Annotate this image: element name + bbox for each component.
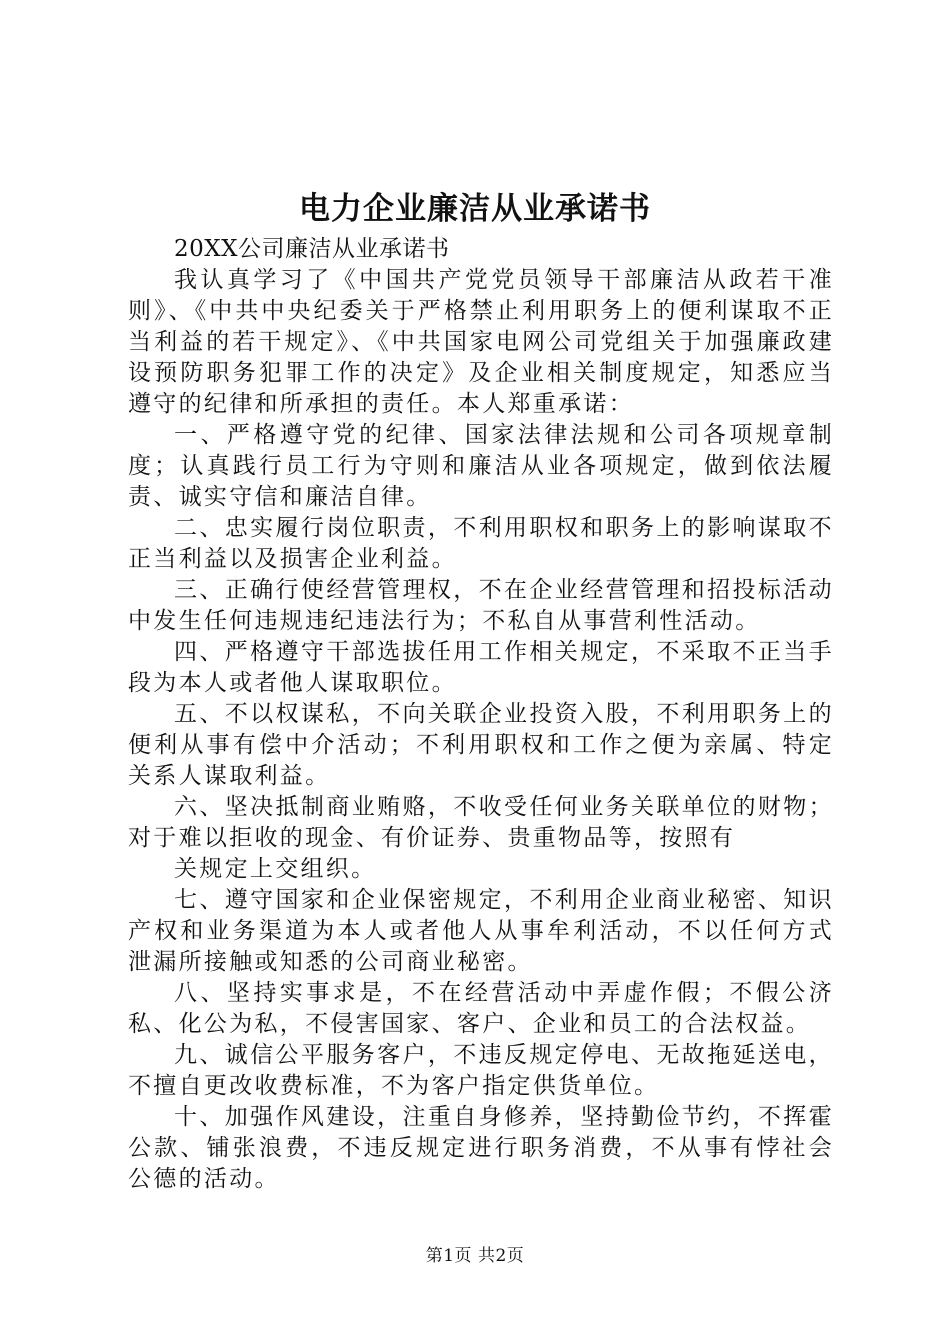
paragraph-item-6-continued: 关规定上交组织。: [174, 856, 377, 882]
paragraph-item-3: 三、正确行使经营管理权，不在企业经营管理和招投标活动中发生任何违规违纪违法行为；不私自从事营利性活动。: [128, 577, 834, 634]
paragraph-item-9: 九、诚信公平服务客户，不违反规定停电、无故拖延送电，不擅自更改收费标准，不为客户指定供货单位。: [128, 1042, 834, 1099]
paragraph-item-2: 二、忠实履行岗位职责，不利用职权和职务上的影响谋取不正当利益以及损害企业利益。: [128, 515, 834, 572]
document-title: 电力企业廉洁从业承诺书: [299, 191, 651, 227]
paragraph-item-10: 十、加强作风建设，注重自身修养，坚持勤俭节约，不挥霍公款、铺张浪费，不违反规定进行职务消费，不从事有悖社会公德的活动。: [128, 1104, 834, 1192]
paragraph-intro: 我认真学习了《中国共产党党员领导干部廉洁从政若干准则》、《中共中央纪委关于严格禁止利用职务上的便利谋取不正当利益的若干规定》、《中共国家电网公司党组关于加强廉政建设预防职务犯罪工作的决定》及企业相关制度规定，知悉应当遵守的纪律和所承担的责任。本人郑重承诺：: [128, 267, 834, 417]
paragraph-item-6: 六、坚决抵制商业贿赂，不收受任何业务关联单位的财物；对于难以拒收的现金、有价证券、贵重物品等，按照有: [128, 794, 834, 851]
page-number-footer: 第1页 共2页: [425, 1246, 525, 1266]
paragraph-item-5: 五、不以权谋私，不向关联企业投资入股，不利用职务上的便利从事有偿中介活动；不利用职权和工作之便为亲属、特定关系人谋取利益。: [128, 701, 834, 789]
paragraph-item-4: 四、严格遵守干部选拔任用工作相关规定，不采取不正当手段为本人或者他人谋取职位。: [128, 639, 834, 696]
paragraph-item-8: 八、坚持实事求是，不在经营活动中弄虚作假；不假公济私、化公为私，不侵害国家、客户、企业和员工的合法权益。: [128, 980, 834, 1037]
paragraph-subtitle: 20XX公司廉洁从业承诺书: [174, 236, 450, 262]
document-body: [128, 234, 834, 1195]
paragraph-item-1: 一、严格遵守党的纪律、国家法律法规和公司各项规章制度；认真践行员工行为守则和廉洁从业各项规定，做到依法履责、诚实守信和廉洁自律。: [128, 422, 834, 510]
paragraph-item-7: 七、遵守国家和企业保密规定，不利用企业商业秘密、知识产权和业务渠道为本人或者他人从事牟利活动，不以任何方式泄漏所接触或知悉的公司商业秘密。: [128, 887, 834, 975]
